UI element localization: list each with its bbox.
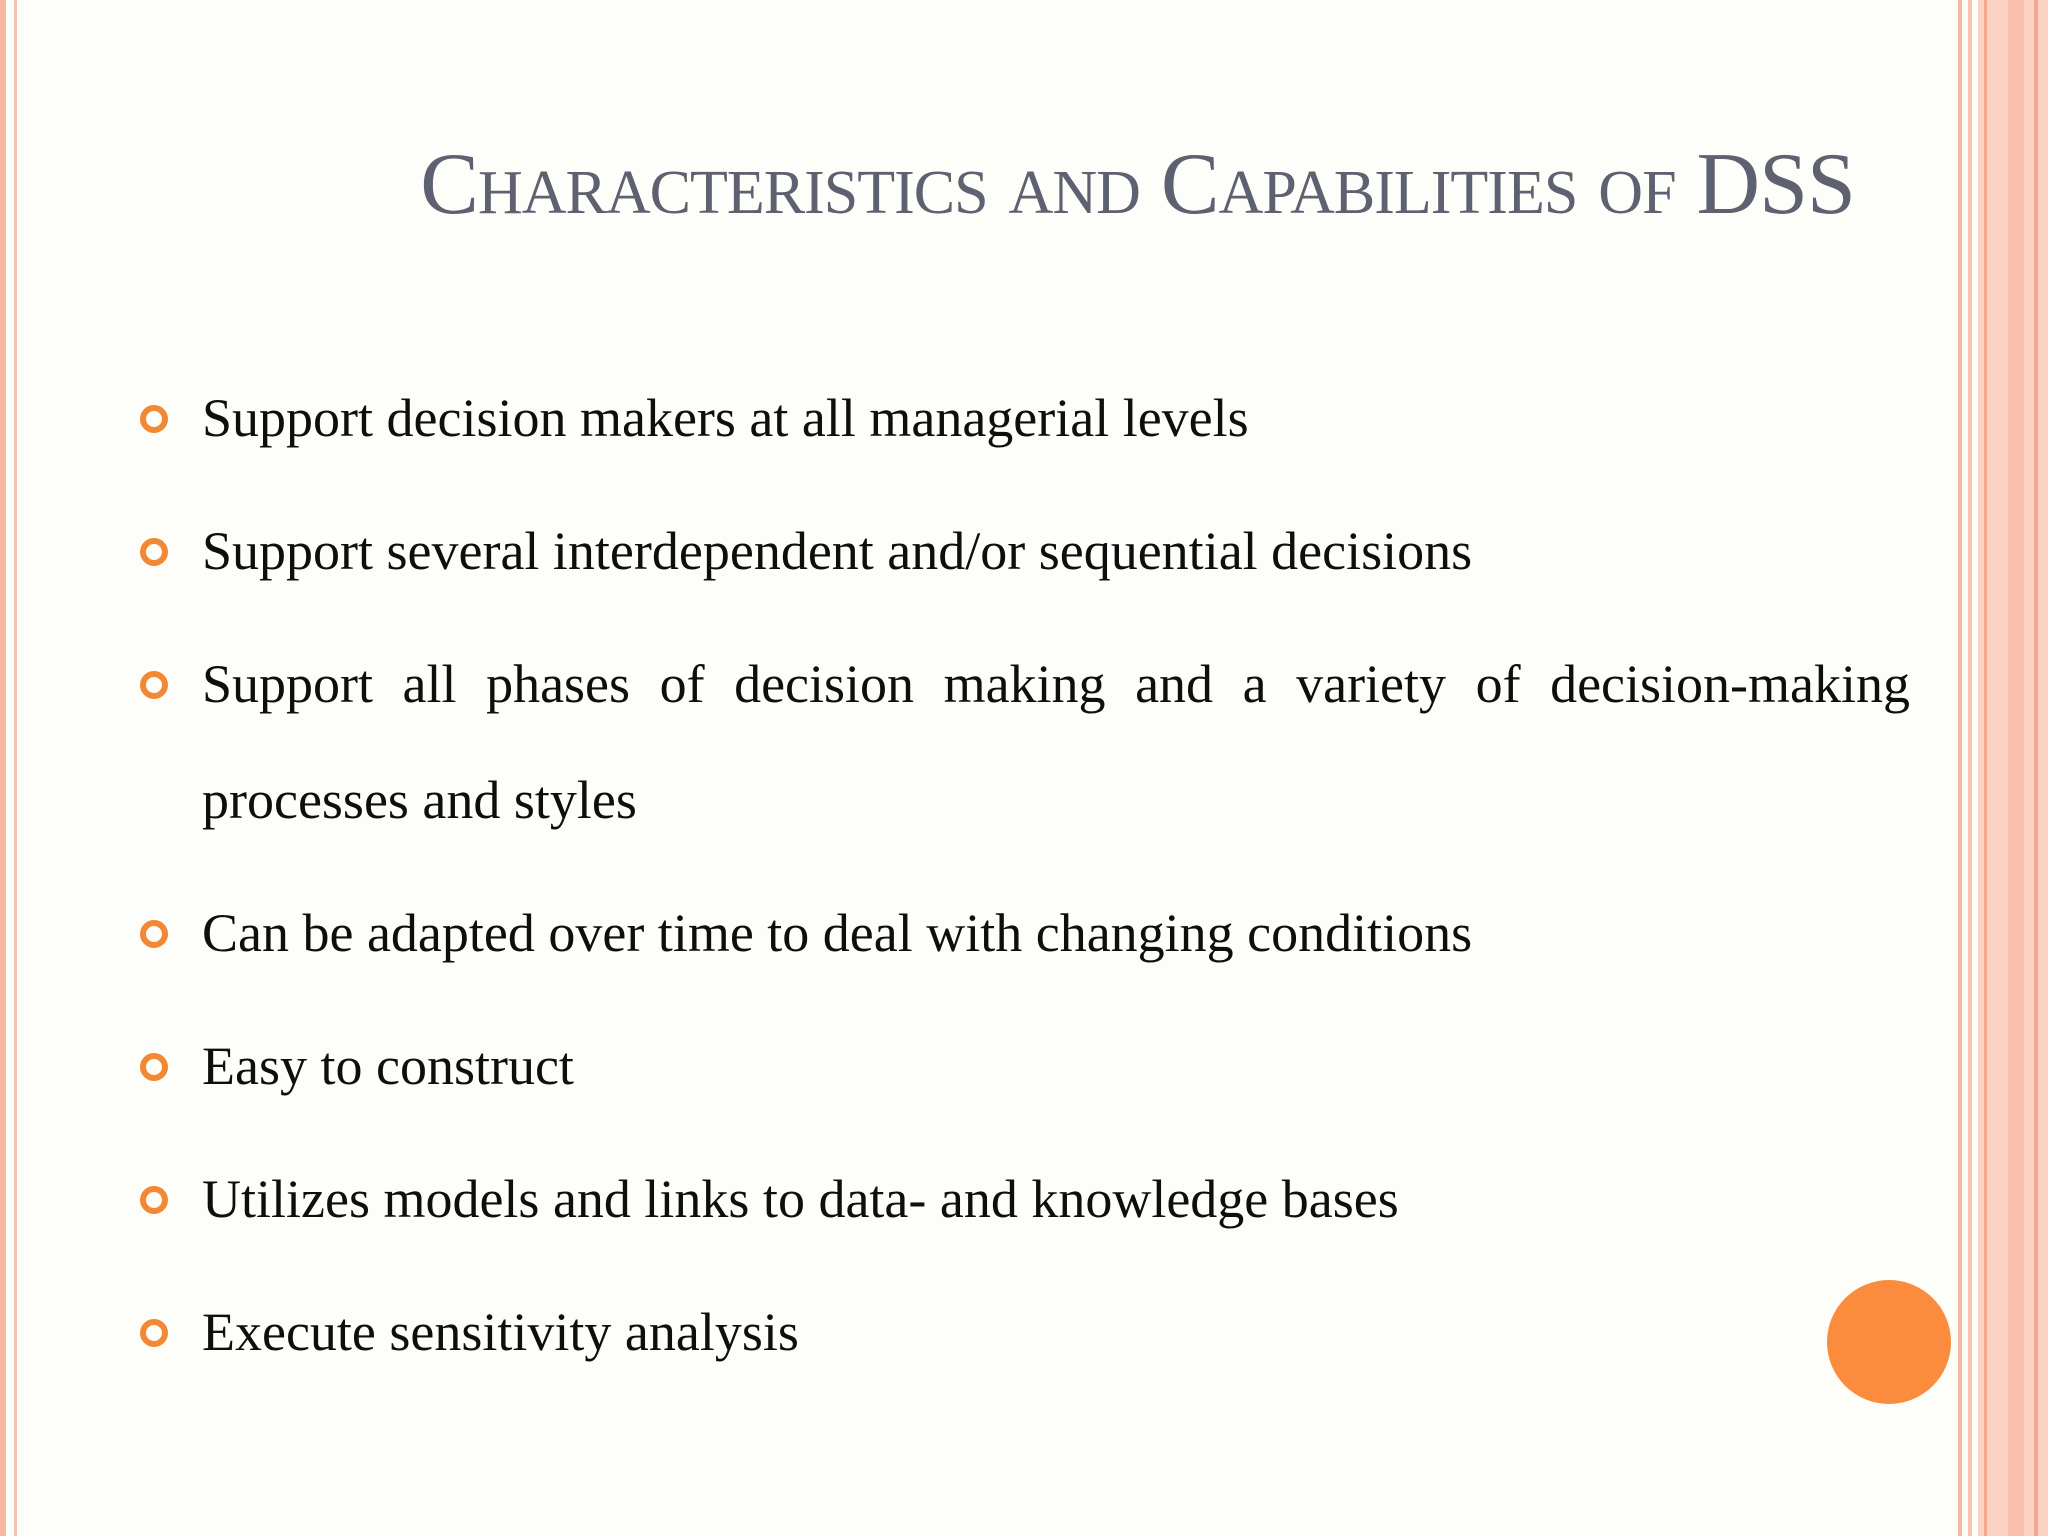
right-band-stripe-3: [2034, 0, 2038, 1536]
list-item: [140, 1141, 1910, 1257]
list-item: [140, 360, 1910, 476]
bullet-text: Easy to construct: [202, 1036, 574, 1096]
bullet-text: Can be adapted over time to deal with changing conditions: [202, 903, 1473, 963]
list-item: [140, 626, 1910, 858]
ring-bullet-icon: [140, 405, 168, 433]
ring-bullet-icon: [140, 671, 168, 699]
bullet-text: Support several interdependent and/or sequential decisions: [202, 521, 1473, 581]
bullet-text: Support decision makers at all managerial levels: [202, 388, 1249, 448]
ring-bullet-icon: [140, 1319, 168, 1347]
bullet-text: Utilizes models and links to data- and knowledge bases: [202, 1169, 1399, 1229]
list-item: [140, 493, 1910, 609]
title-container: [300, 130, 1855, 240]
list-item: [140, 1008, 1910, 1124]
bullet-text: Execute sensitivity analysis: [202, 1302, 799, 1362]
list-item: [140, 875, 1910, 991]
right-border-line-1: [1958, 0, 1962, 1536]
left-border-line: [0, 0, 6, 1536]
orange-circle-icon: [1827, 1280, 1951, 1404]
slide-title: Characteristics and Capabilities of DSS: [420, 136, 1855, 233]
ring-bullet-icon: [140, 1053, 168, 1081]
right-band-stripe-2: [2008, 0, 2024, 1536]
right-band-stripe-1: [1984, 0, 1987, 1536]
bullet-text: Support all phases of decision making and a variety of decision-making processes and styles: [202, 654, 1910, 830]
list-item: [140, 1274, 1910, 1390]
ring-bullet-icon: [140, 1186, 168, 1214]
left-border-inner-line: [14, 0, 17, 1536]
ring-bullet-icon: [140, 920, 168, 948]
bullet-list: [140, 360, 1910, 1407]
right-border-line-2: [1968, 0, 1972, 1536]
ring-bullet-icon: [140, 538, 168, 566]
